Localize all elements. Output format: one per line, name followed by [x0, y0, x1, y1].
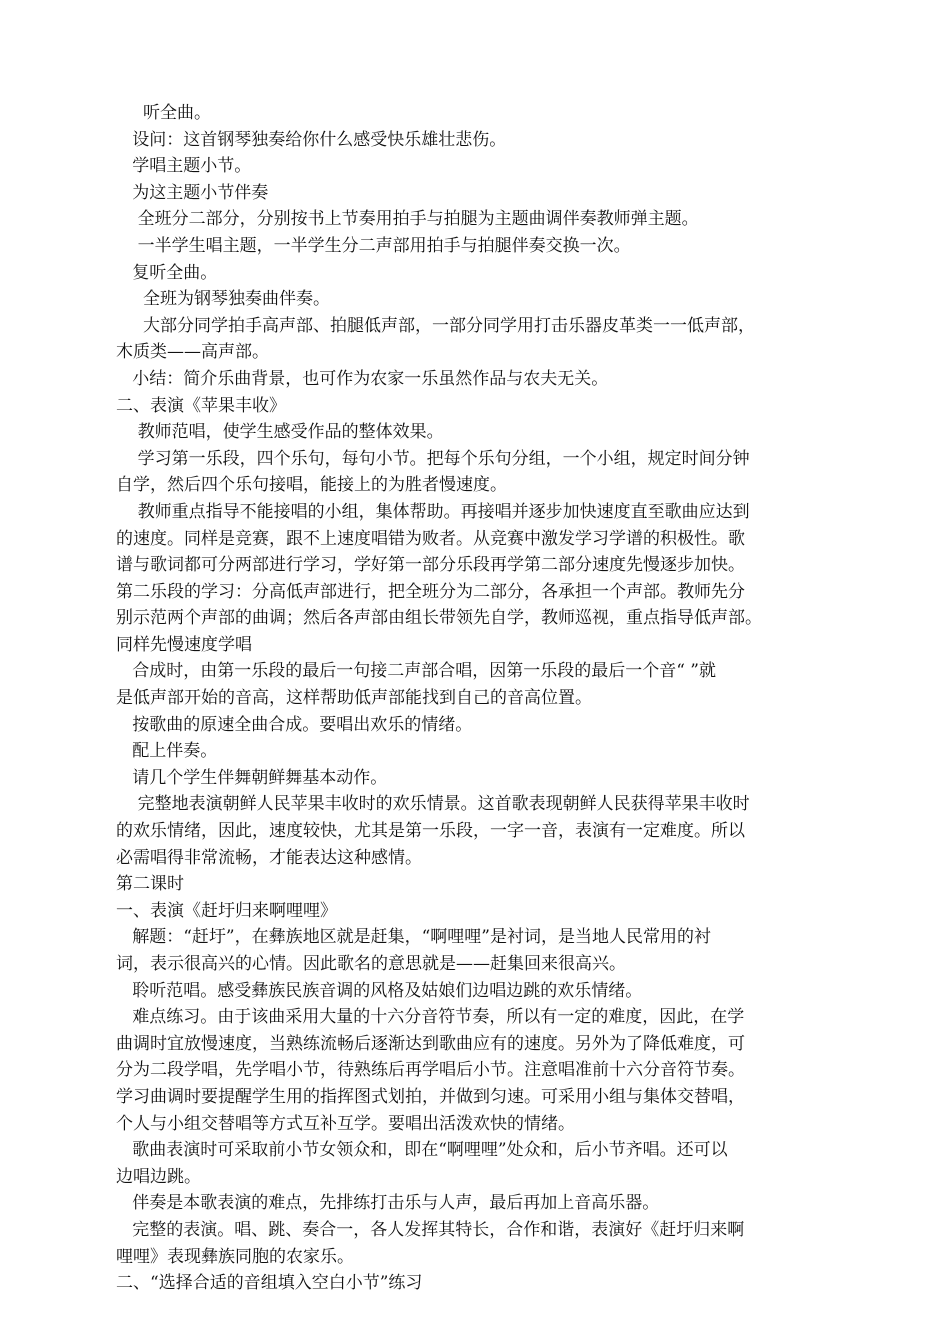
text-line: 全班为钢琴独奏曲伴奏。: [116, 289, 331, 310]
text-line: 别示范两个声部的曲调；然后各声部由组长带领先自学，教师巡视，重点指导低声部。: [116, 608, 762, 629]
text-line: 哩哩》表现彝族同胞的农家乐。: [116, 1246, 354, 1267]
text-line: 为这主题小节伴奏: [116, 182, 269, 203]
text-line: 学习曲调时要提醒学生用的指挥图式划拍，并做到匀速。可采用小组与集体交替唱，: [116, 1086, 745, 1107]
text-line: 复听全曲。: [116, 262, 218, 283]
text-line: 聆听范唱。感受彝族民族音调的风格及姑娘们边唱边跳的欢乐情绪。: [116, 980, 643, 1001]
text-line: 听全曲。: [116, 103, 212, 123]
text-line: 配上伴奏。: [116, 741, 218, 762]
text-line: 自学，然后四个乐句接唱，能接上的为胜者慢速度。: [116, 475, 507, 496]
text-line: 个人与小组交替唱等方式互补互学。要唱出活泼欢快的情绪。: [116, 1113, 575, 1134]
text-line: 一、表演《赶圩归来啊哩哩》: [116, 900, 337, 921]
text-line: 第二课时: [116, 874, 184, 895]
text-line: 歌曲表演时可采取前小节女领众和，即在“啊哩哩”处众和，后小节齐唱。还可以: [116, 1140, 728, 1161]
document-page: [116, 100, 838, 1297]
text-line: 完整地表演朝鲜人民苹果丰收时的欢乐情景。这首歌表现朝鲜人民获得苹果丰收时: [116, 794, 750, 815]
text-line: 的欢乐情绪，因此，速度较快，尤其是第一乐段，一字一音，表演有一定难度。所以: [116, 821, 745, 842]
text-line: 曲调时宜放慢速度，当熟练流畅后逐渐达到歌曲应有的速度。另外为了降低难度，可: [116, 1033, 745, 1054]
text-line: 教师重点指导不能接唱的小组，集体帮助。再接唱并逐步加快速度直至歌曲应达到: [116, 501, 750, 522]
text-line: 木质类——高声部。: [116, 342, 269, 363]
text-line: 边唱边跳。: [116, 1166, 201, 1187]
text-line: 设问：这首钢琴独奏给你什么感受快乐雄壮悲伤。: [116, 129, 507, 150]
text-line: 第二乐段的学习：分高低声部进行，把全班分为二部分，各承担一个声部。教师先分: [116, 581, 745, 602]
text-line: 小结：简介乐曲背景，也可作为农家一乐虽然作品与农夫无关。: [116, 368, 609, 389]
text-line: 二、表演《苹果丰收》: [116, 395, 286, 416]
text-line: 的速度。同样是竞赛，跟不上速度唱错为败者。从竞赛中激发学习学谱的积极性。歌: [116, 528, 745, 549]
text-line: 难点练习。由于该曲采用大量的十六分音符节奏，所以有一定的难度，因此，在学: [116, 1007, 745, 1028]
text-line: 学习第一乐段，四个乐句，每句小节。把每个乐句分组，一个小组，规定时间分钟: [116, 448, 750, 469]
text-line: 按歌曲的原速全曲合成。要唱出欢乐的情绪。: [116, 714, 473, 735]
text-line: 必需唱得非常流畅，才能表达这种感情。: [116, 847, 422, 868]
text-line: 大部分同学拍手高声部、拍腿低声部，一部分同学用打击乐器皮革类一一低声部，: [116, 315, 756, 336]
text-line: 合成时，由第一乐段的最后一句接二声部合唱，因第一乐段的最后一个音“ ”就: [116, 661, 716, 682]
text-line: 伴奏是本歌表演的难点，先排练打击乐与人声，最后再加上音高乐器。: [116, 1193, 660, 1214]
text-line: 完整的表演。唱、跳、奏合一，各人发挥其特长，合作和谐，表演好《赶圩归来啊: [116, 1219, 745, 1240]
text-line: 二、“选择合适的音组填入空白小节”练习: [116, 1273, 423, 1294]
text-line: 一半学生唱主题，一半学生分二声部用拍手与拍腿伴奏交换一次。: [116, 235, 631, 256]
text-line: 是低声部开始的音高，这样帮助低声部能找到自己的音高位置。: [116, 688, 592, 709]
text-line: 分为二段学唱，先学唱小节，待熟练后再学唱后小节。注意唱准前十六分音符节奏。: [116, 1060, 745, 1081]
text-line: 解题：“赶圩”，在彝族地区就是赶集，“啊哩哩”是衬词，是当地人民常用的衬: [116, 927, 711, 948]
text-line: 同样先慢速度学唱: [116, 634, 252, 655]
text-line: 学唱主题小节。: [116, 156, 252, 177]
text-line: 教师范唱，使学生感受作品的整体效果。: [116, 422, 444, 443]
text-line: 全班分二部分，分别按书上节奏用拍手与拍腿为主题曲调伴奏教师弹主题。: [116, 209, 699, 230]
text-line: 谱与歌词都可分两部进行学习，学好第一部分乐段再学第二部分速度先慢逐步加快。: [116, 555, 745, 576]
text-line: 请几个学生伴舞朝鲜舞基本动作。: [116, 767, 388, 788]
text-line: 词，表示很高兴的心情。因此歌名的意思就是——赶集回来很高兴。: [116, 954, 626, 974]
